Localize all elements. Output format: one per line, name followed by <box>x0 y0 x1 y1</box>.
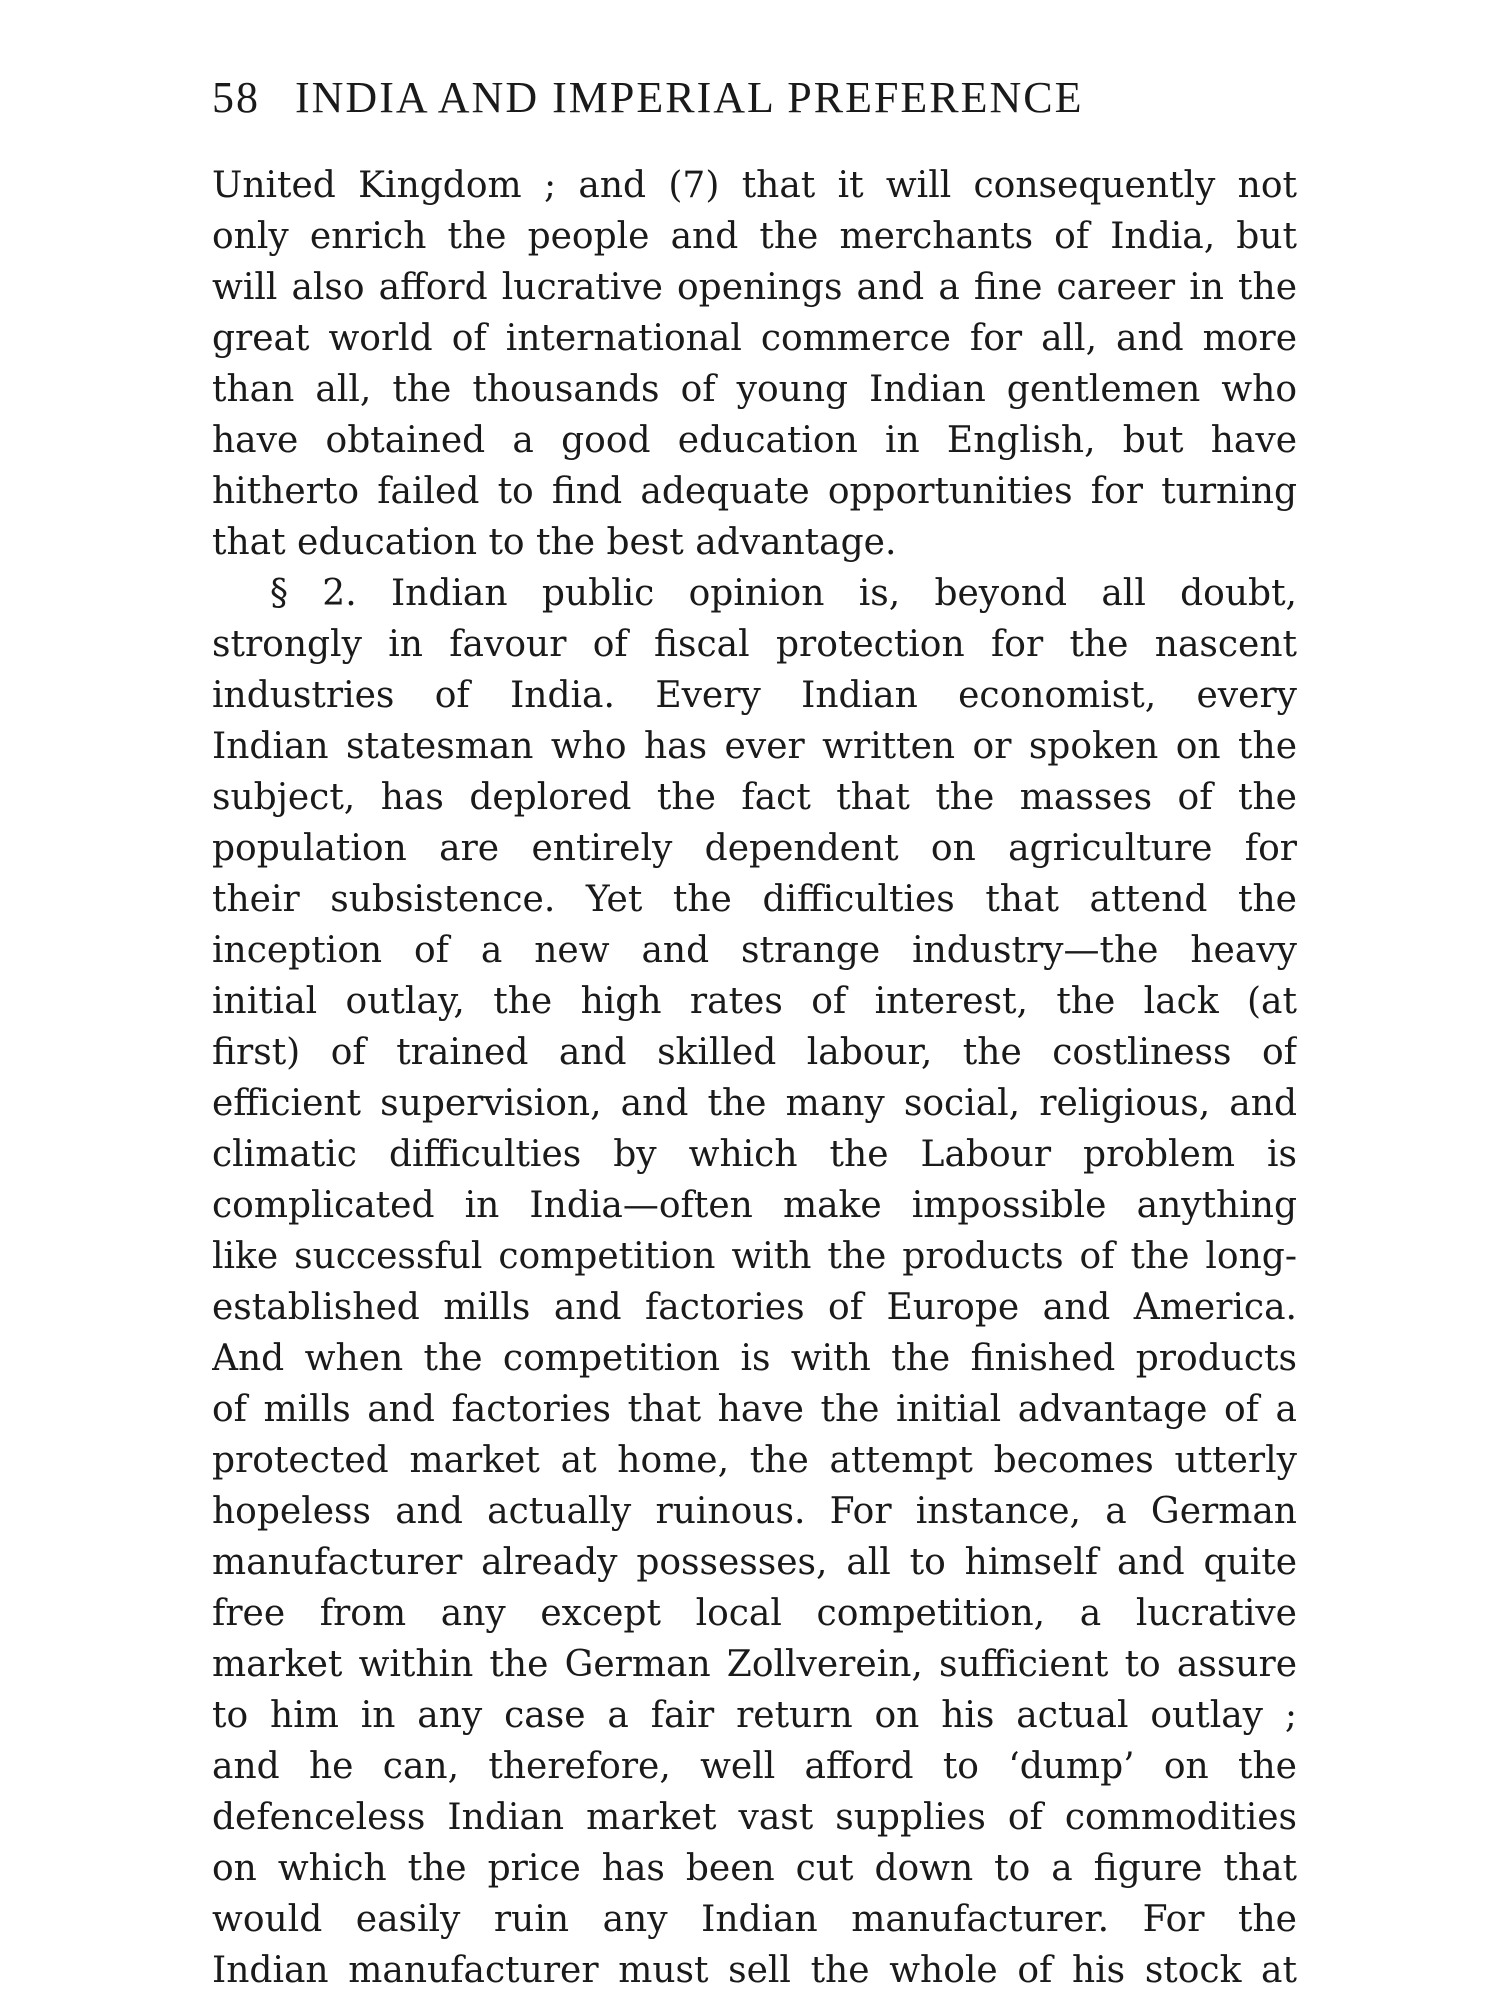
text-line: market within the German Zollverein, sufficient to assure <box>212 1644 1297 1685</box>
text-line: would easily ruin any Indian manufacturer. For the <box>212 1899 1297 1940</box>
text-line: their subsistence. Yet the difficulties that attend the <box>212 879 1297 920</box>
text-line: Indian statesman who has ever written or spoken on the <box>212 726 1297 767</box>
text-line: protected market at home, the attempt becomes utterly <box>212 1440 1297 1481</box>
page-header <box>212 72 1292 132</box>
text-line: only enrich the people and the merchants of India, but <box>212 216 1297 257</box>
text-line: inception of a new and strange industry—the heavy <box>212 930 1297 971</box>
section-heading-line: § 2. Indian public opinion is, beyond all doubt, <box>270 573 1297 614</box>
text-line: complicated in India—often make impossible anything <box>212 1185 1297 1226</box>
text-line: subject, has deplored the fact that the masses of the <box>212 777 1297 818</box>
text-line: on which the price has been cut down to a figure that <box>212 1848 1297 1889</box>
text-line: will also afford lucrative openings and a fine career in the <box>212 267 1297 308</box>
text-line: have obtained a good education in English, but have <box>212 420 1297 461</box>
page-number: 58 <box>212 73 260 122</box>
text-line: hopeless and actually ruinous. For instance, a German <box>212 1491 1297 1532</box>
text-line: and he can, therefore, well afford to ‘dump’ on the <box>212 1746 1297 1787</box>
text-line: climatic difficulties by which the Labour problem is <box>212 1134 1297 1175</box>
text-line: of mills and factories that have the initial advantage of a <box>212 1389 1297 1430</box>
text-line: industries of India. Every Indian economist, every <box>212 675 1297 716</box>
text-line: strongly in favour of fiscal protection for the nascent <box>212 624 1297 665</box>
body-text <box>212 160 1297 1996</box>
text-line: United Kingdom ; and (7) that it will consequently not <box>212 165 1297 206</box>
text-line: that education to the best advantage. <box>212 522 897 563</box>
text-line: than all, the thousands of young Indian gentlemen who <box>212 369 1297 410</box>
text-line: efficient supervision, and the many social, religious, and <box>212 1083 1297 1124</box>
text-line: initial outlay, the high rates of interest, the lack (at <box>212 981 1297 1022</box>
text-line: population are entirely dependent on agriculture for <box>212 828 1297 869</box>
text-line: great world of international commerce for all, and more <box>212 318 1297 359</box>
text-line: hitherto failed to find adequate opportunities for turning <box>212 471 1297 512</box>
running-title: INDIA AND IMPERIAL PREFERENCE <box>295 73 1084 122</box>
text-line: first) of trained and skilled labour, the costliness of <box>212 1032 1297 1073</box>
text-line: And when the competition is with the finished products <box>212 1338 1297 1379</box>
text-line: defenceless Indian market vast supplies of commodities <box>212 1797 1297 1838</box>
text-line: established mills and factories of Europe and America. <box>212 1287 1297 1328</box>
text-line: like successful competition with the products of the long- <box>212 1236 1297 1277</box>
text-line: manufacturer already possesses, all to himself and quite <box>212 1542 1297 1583</box>
text-line: to him in any case a fair return on his actual outlay ; <box>212 1695 1297 1736</box>
text-line: free from any except local competition, a lucrative <box>212 1593 1297 1634</box>
text-line: Indian manufacturer must sell the whole of his stock at <box>212 1950 1297 1991</box>
